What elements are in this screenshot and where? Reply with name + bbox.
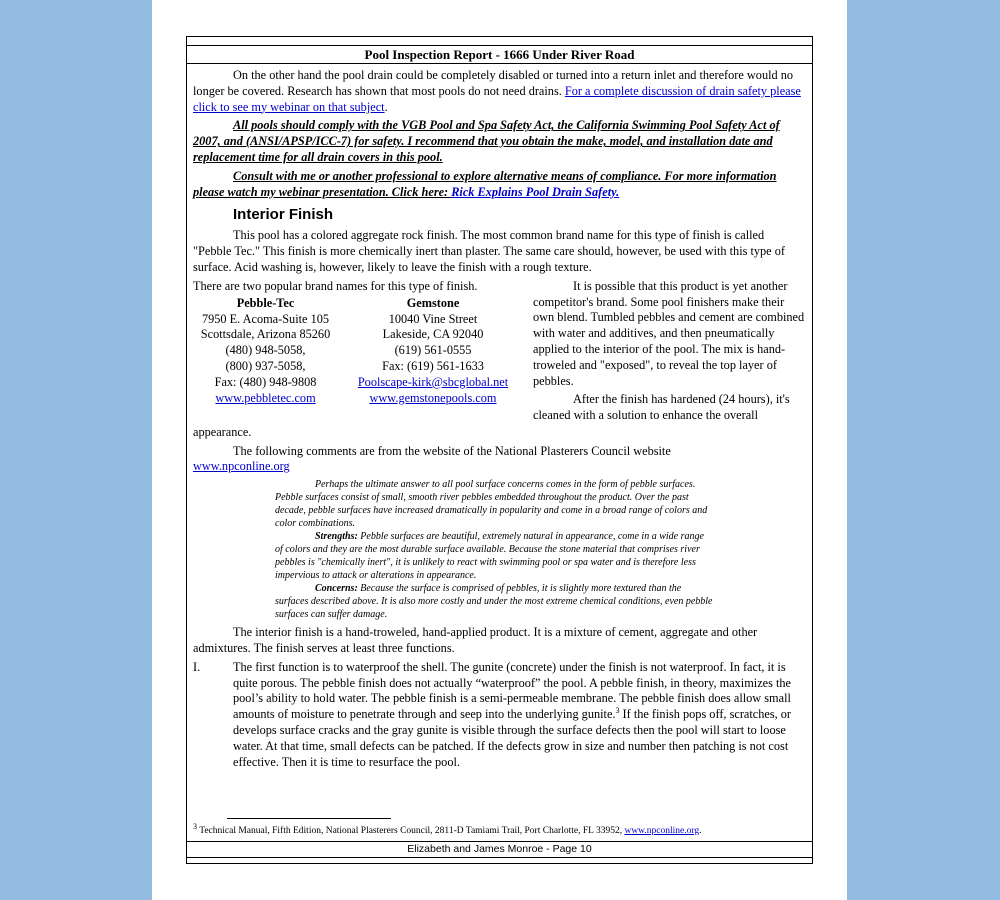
- concerns-text: Because the surface is comprised of pebbles, it is slightly more textured than the surfaces described above. It is also more costly and under the most extreme chemical conditions, even pebble surfaces can suffer damage.: [275, 583, 713, 621]
- brand-city: Scottsdale, Arizona 85260: [200, 327, 331, 342]
- brand-website-link[interactable]: www.gemstonepools.com: [369, 390, 497, 405]
- brand-address: 10040 Vine Street: [388, 311, 478, 326]
- footnote-end: .: [699, 826, 702, 836]
- footnote-ref: 3: [615, 706, 620, 716]
- brand-pebble-tec: [193, 296, 338, 407]
- drain-webinar-link[interactable]: For a complete discussion of drain safety please click to see my webinar on that subject: [193, 83, 801, 114]
- footnote-separator: [227, 818, 391, 819]
- footnote-number: 3: [193, 821, 197, 831]
- drain-safety-link[interactable]: Rick Explains Pool Drain Safety.: [451, 184, 620, 199]
- hardened-paragraph: After the finish has hardened (24 hours), it's cleaned with a solution to enhance the overall: [533, 392, 790, 423]
- consult-text: Consult with me or another professional to explore alternative means of compliance. For more information please watch my webinar presentation. Click here:: [193, 168, 777, 199]
- strengths-label: Strengths:: [315, 531, 358, 543]
- finish-sidebar-text: [533, 279, 805, 427]
- compliance-paragraph: All pools should comply with the VGB Pool and Spa Safety Act, the California Swimming Pool Safety Act of 2007, and (ANSI/APSP/ICC-7) for safety. I recommend that you obtain the make, model, and installation date and replacement time for all drain covers in this pool.: [193, 118, 780, 164]
- appearance-text: appearance.: [193, 424, 252, 439]
- interior-intro: This pool has a colored aggregate rock finish. The most common brand name for this type of finish is called "Pebble Tec." This finish is more chemically inert than plaster. The same care should, however, be used with this type of surface. Acid washing is, however, likely to leave the finish with a rough texture.: [193, 228, 785, 274]
- brand-gemstone: [343, 296, 523, 407]
- item-text: The first function is to waterproof the shell. The gunite (concrete) under the finish is not waterproof. In fact, it is quite porous. The pebble finish does not actually “waterproof” the pool. A pebble finish, in theory, maximizes the pool’s ability to hold water. The pebble finish is a semi-permeable membrane. The pebble finish does allow small amounts of moisture to penetrate through and seep into the underlying gunite.: [233, 659, 792, 722]
- concerns-label: Concerns:: [315, 583, 358, 595]
- brands-intro: There are two popular brand names for this type of finish.: [193, 278, 478, 293]
- finish-paragraph: The interior finish is a hand-troweled, hand-applied product. It is a mixture of cement, aggregate and other admixtures. The finish serves at least three functions.: [193, 625, 758, 655]
- brand-fax: Fax: (480) 948-9808: [214, 374, 317, 389]
- drain-paragraph: [193, 68, 805, 115]
- brands-section: [193, 279, 805, 425]
- brand-email-link[interactable]: Poolscape-kirk@sbcglobal.net: [357, 374, 509, 389]
- brand-phone: (619) 561-0555: [394, 343, 472, 358]
- report-header: Pool Inspection Report - 1666 Under River Road: [187, 45, 812, 64]
- brand-phone-2: (800) 937-5058,: [225, 358, 306, 373]
- quote-concerns: [275, 582, 713, 621]
- quote-strengths: [275, 530, 713, 582]
- competitor-paragraph: It is possible that this product is yet another competitor's brand. Some pool finishers make their own blend. Tumbled pebbles and cement are combined with water and additives, and then pneumatically applied to the interior of the pool. The mix is hand-troweled and "exposed", to reveal the top layer of pebbles.: [533, 278, 805, 388]
- consult-paragraph: [193, 169, 805, 201]
- page-frame: [186, 36, 813, 864]
- npc-paragraph: [193, 444, 805, 476]
- brand-fax: Fax: (619) 561-1633: [382, 358, 484, 373]
- drain-paragraph-end: .: [384, 99, 388, 114]
- document-page: [152, 0, 847, 900]
- section-heading: Interior Finish: [233, 206, 334, 224]
- quote-intro: Perhaps the ultimate answer to all pool surface concerns comes in the form of pebble surfaces. Pebble surfaces consist of small, smooth river pebbles embedded throughout the product. Over the past decade, pebble surfaces have increased dramatically in popularity and come in a broad range of colors and color combinations.: [275, 479, 708, 530]
- page-content: [193, 68, 805, 770]
- brand-name: Pebble-Tec: [236, 295, 295, 310]
- strengths-text: Pebble surfaces are beautiful, extremely natural in appearance, come in a wide range of colors and they are the most durable surface available. Because the stone material that comprises river pebbles is "chemically inert", it is unlikely to react with swimming pool or spa water and is therefore less impervious to attack or alterations in appearance.: [275, 531, 704, 582]
- item-text-continued: If the finish pops off, scratches, or develops surface cracks and the gray gunite is visible through the surface defects then the pool will start to loose water. At that time, small defects can be patched. If the defects grow in size and number then patching is not cost effective. Then it is time to resurface the pool.: [233, 707, 792, 769]
- page-footer: Elizabeth and James Monroe - Page 10: [187, 841, 812, 858]
- footnote-text: Technical Manual, Fifth Edition, National Plasterers Council, 2811-D Tamiami Trail, Port Charlotte, FL 33952,: [197, 826, 625, 836]
- brand-website-link[interactable]: www.pebbletec.com: [215, 390, 316, 405]
- brand-city: Lakeside, CA 92040: [382, 327, 484, 342]
- npc-quote: [275, 478, 713, 621]
- npc-link[interactable]: www.npconline.org: [193, 459, 290, 474]
- brand-address: 7950 E. Acoma-Suite 105: [201, 311, 330, 326]
- function-item-1: [193, 660, 805, 771]
- brand-phone: (480) 948-5058,: [225, 343, 306, 358]
- footnote-link[interactable]: www.npconline.org: [624, 826, 700, 836]
- footnote: [193, 821, 805, 837]
- drain-paragraph-text: On the other hand the pool drain could be completely disabled or turned into a return inlet and therefore would no longer be covered. Research has shown that most pools do not need drains.: [193, 68, 794, 98]
- npc-text: The following comments are from the website of the National Plasterers Council website: [233, 443, 671, 458]
- item-number: I.: [193, 659, 201, 674]
- brand-name: Gemstone: [406, 295, 460, 310]
